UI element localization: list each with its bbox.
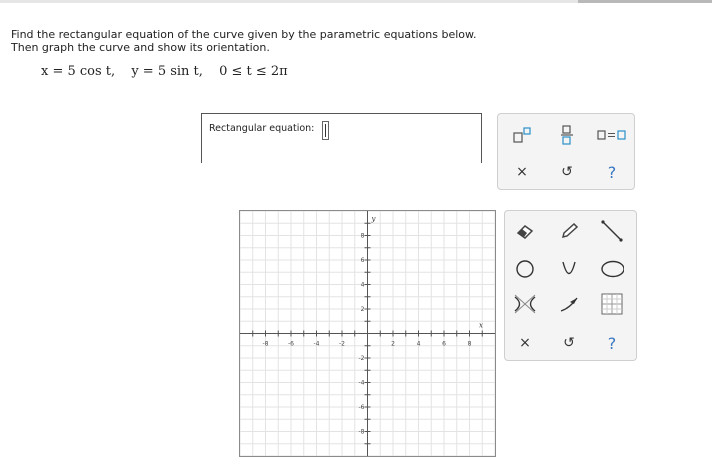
x-tick-label: -4 — [313, 340, 320, 348]
circle-tool-button[interactable] — [513, 258, 537, 280]
x-tick-label: 8 — [467, 340, 472, 348]
y-tick-label: 8 — [360, 232, 365, 240]
x-tick-label: 6 — [442, 340, 446, 348]
pencil-icon — [559, 222, 579, 240]
y-tick-label: -6 — [358, 404, 365, 411]
graph-tools-palette — [504, 210, 637, 361]
graph-undo-button[interactable] — [557, 332, 581, 354]
x-tick-label: -2 — [339, 340, 345, 348]
ellipse-icon — [600, 259, 624, 279]
y-tick-label: -8 — [358, 428, 365, 436]
circle-icon — [515, 259, 535, 279]
undo-icon: ↺ — [561, 164, 573, 180]
parameter-range: 0 ≤ t ≤ 2π — [219, 64, 288, 79]
top-bar — [0, 0, 712, 3]
x-axis-label: x — [479, 321, 483, 330]
undo-button[interactable] — [555, 161, 579, 183]
hyperbola-icon — [513, 293, 537, 315]
y-tick-label: -4 — [358, 379, 365, 387]
clear-icon: × — [519, 335, 531, 351]
parabola-icon — [559, 259, 579, 279]
x-tick-label: 4 — [416, 340, 421, 348]
answer-input-box[interactable] — [201, 113, 482, 163]
x-tick-label: 2 — [391, 340, 395, 348]
help-button[interactable] — [600, 161, 624, 183]
answer-input-field[interactable] — [322, 121, 329, 140]
graph-area[interactable] — [239, 210, 496, 457]
arrow-tool-button[interactable] — [557, 293, 581, 315]
fraction-button[interactable] — [555, 124, 579, 146]
help-icon: ? — [607, 162, 617, 182]
line-icon — [601, 220, 623, 242]
ellipse-tool-button[interactable] — [600, 258, 624, 280]
math-palette — [497, 113, 635, 190]
undo-icon: ↺ — [563, 335, 575, 351]
hyperbola-tool-button[interactable] — [513, 293, 537, 315]
equals-button[interactable] — [597, 124, 627, 146]
x-tick-label: -6 — [288, 340, 294, 348]
y-tick-label: -2 — [358, 355, 365, 362]
superscript-icon — [512, 126, 532, 144]
coordinate-grid[interactable] — [240, 211, 495, 456]
clear-button[interactable] — [510, 161, 534, 183]
parametric-equations — [41, 64, 300, 79]
line-tool-button[interactable] — [600, 220, 624, 242]
prompt-line-2: Then graph the curve and show its orientation. — [11, 41, 270, 54]
parabola-tool-button[interactable] — [557, 258, 581, 280]
arrow-icon — [558, 294, 580, 314]
help-icon: ? — [607, 333, 617, 353]
pencil-tool-button[interactable] — [557, 220, 581, 242]
equals-icon — [597, 128, 627, 142]
table-icon — [601, 293, 623, 315]
eraser-icon — [515, 222, 535, 240]
problem-prompt — [11, 28, 476, 54]
x-tick-label: -8 — [262, 340, 269, 348]
eraser-tool-button[interactable] — [513, 220, 537, 242]
fraction-icon — [560, 125, 574, 145]
y-tick-label: 2 — [360, 306, 365, 313]
y-tick-label: 6 — [360, 257, 365, 264]
answer-label: Rectangular equation: — [209, 123, 315, 134]
y-axis-label: y — [371, 215, 376, 223]
top-bar-accent — [578, 0, 712, 3]
superscript-button[interactable] — [510, 124, 534, 146]
clear-icon: × — [516, 164, 528, 180]
prompt-line-1: Find the rectangular equation of the curve given by the parametric equations below. — [11, 28, 477, 41]
graph-clear-button[interactable] — [513, 332, 537, 354]
graph-help-button[interactable] — [600, 332, 624, 354]
equation-x: x = 5 cos t, — [41, 64, 116, 79]
equation-y: y = 5 sin t, — [131, 64, 203, 79]
y-tick-label: 4 — [360, 281, 365, 289]
table-tool-button[interactable] — [600, 293, 624, 315]
